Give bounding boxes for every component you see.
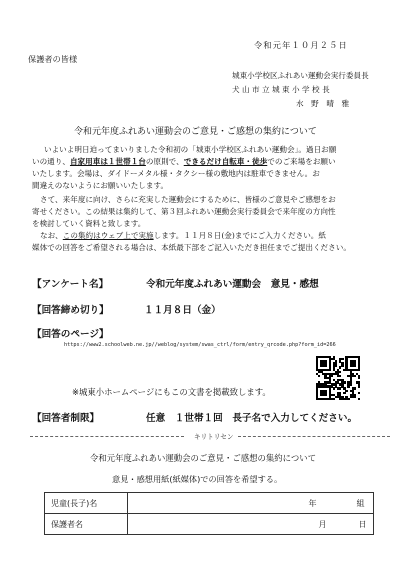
document-title: 令和元年度ふれあい運動会のご意見・ご感想の集約について xyxy=(74,127,317,137)
answer-table xyxy=(44,492,374,535)
deadline-value: １１月８日（金） xyxy=(144,305,221,316)
day-label: 日 xyxy=(358,520,367,529)
web-survey-underlined: この集約はウェブ上で実施 xyxy=(62,231,154,240)
cut-line-left xyxy=(30,436,184,437)
qr-module xyxy=(339,366,341,368)
survey-name-value: 令和元年度ふれあい運動会 意見・感想 xyxy=(146,279,319,290)
respondent-restriction-value: 任意 １世帯１回 長子名で入力してください。 xyxy=(146,413,358,424)
qr-module xyxy=(358,385,360,387)
survey-name-label: 【アンケート名】 xyxy=(32,279,109,290)
recipient: 保護者の皆様 xyxy=(28,54,78,64)
survey-url-link[interactable]: https://www2.schoolweb.ne.jp//weblog/system/swas_ctrl/form/entry_qrcode.php?form_id=266 xyxy=(64,342,336,348)
qr-module xyxy=(354,387,356,389)
qr-module xyxy=(358,398,360,400)
paragraph-2-line-2: 寄せください。この結果は集約して、第３回ふれあい運動会実行委員会で来年度の方向性 xyxy=(32,207,336,216)
month-label: 月 xyxy=(318,520,327,529)
qr-module xyxy=(341,364,343,366)
car-rule-underlined: 自家用車は１世帯１台 xyxy=(69,157,146,166)
qr-module xyxy=(341,358,343,360)
homepage-note: ※城東小ホームページにもこの文書を掲載致します。 xyxy=(72,387,271,397)
qr-module xyxy=(329,369,331,371)
text-segment: の原則で、 xyxy=(145,157,184,166)
qr-module xyxy=(324,364,326,366)
qr-module xyxy=(350,383,352,385)
qr-module xyxy=(318,375,320,377)
class-label: 組 xyxy=(356,499,365,508)
sender-school: 犬 山 市 立 城 東 小 学 校 長 xyxy=(232,85,330,94)
table-row xyxy=(45,493,374,514)
answer-page-label: 【回答のページ】 xyxy=(32,329,109,340)
bicycle-walk-underlined: できるだけ自転車・徒歩 xyxy=(183,157,268,166)
paragraph-1-line-1: いよいよ明日迫ってまいりました令和初の「城東小学校区ふれあい運動会」。過日お願 xyxy=(44,145,337,154)
paragraph-2-line-3: を検討していく資料と致します。 xyxy=(32,219,146,228)
qr-module xyxy=(339,387,341,389)
qr-module xyxy=(333,387,335,389)
qr-module xyxy=(358,369,360,371)
qr-module xyxy=(324,394,326,396)
qr-module xyxy=(347,385,349,387)
qr-module xyxy=(339,375,341,377)
qr-module xyxy=(343,392,345,394)
guardian-name-field[interactable] xyxy=(128,514,374,535)
paragraph-3-line-1 xyxy=(40,230,326,242)
form-title: 令和元年度ふれあい運動会のご意見・ご感想の集約について xyxy=(90,453,316,463)
text-segment: します。１１月８日(金)までにご入力ください。紙 xyxy=(153,231,326,240)
qr-module xyxy=(333,398,335,400)
survey-qr-code[interactable] xyxy=(316,356,360,400)
qr-module xyxy=(331,375,333,377)
text-segment: でのご来場をお願い xyxy=(267,157,336,166)
paragraph-1-line-4: 間違えのないようにお願いいたします。 xyxy=(32,181,169,190)
qr-module xyxy=(339,371,341,373)
qr-module xyxy=(358,377,360,379)
table-row xyxy=(45,514,374,535)
paragraph-3-line-2: 媒体での回答をご希望される場合は、本紙最下部をご記入いただき担任までご提出ください。 xyxy=(32,243,351,252)
text-segment: いの通り、 xyxy=(32,157,70,166)
paragraph-2-line-1: さて、来年度に向け、さらに充実した運動会にするために、皆様のご意見やご感想をお xyxy=(40,195,336,204)
qr-module xyxy=(347,398,349,400)
paragraph-1-line-2 xyxy=(32,156,336,168)
cut-line-right xyxy=(238,436,390,437)
paper-request-text: 意見・感想用紙(紙媒体)での回答を希望する。 xyxy=(112,474,283,484)
sender-name: 水 野 晴 雅 xyxy=(296,99,350,108)
qr-module xyxy=(354,375,356,377)
qr-module xyxy=(358,392,360,394)
cut-line-label: キリトリセン xyxy=(194,433,234,441)
qr-module xyxy=(335,364,337,366)
deadline-label: 【回答締め切り】 xyxy=(32,305,109,316)
qr-module xyxy=(343,381,345,383)
document-date: 令和元年１０月２５日 xyxy=(254,40,348,50)
child-name-field[interactable] xyxy=(128,493,374,514)
paragraph-1-line-3: いたします。会場は、ダイドーメタル様・タクシー様の敷地内は駐車できません。お xyxy=(32,169,320,178)
child-name-label: 児童(長子)名 xyxy=(45,493,128,514)
qr-module xyxy=(354,364,356,366)
respondent-restriction-label: 【回答者制限】 xyxy=(32,413,100,424)
qr-module xyxy=(345,390,347,392)
qr-module xyxy=(354,396,356,398)
sender-organization: 城東小学校区ふれあい運動会実行委員長 xyxy=(232,71,369,80)
text-segment: なお、 xyxy=(40,231,63,240)
grade-label: 年 xyxy=(308,499,317,508)
guardian-name-label: 保護者名 xyxy=(45,514,128,535)
